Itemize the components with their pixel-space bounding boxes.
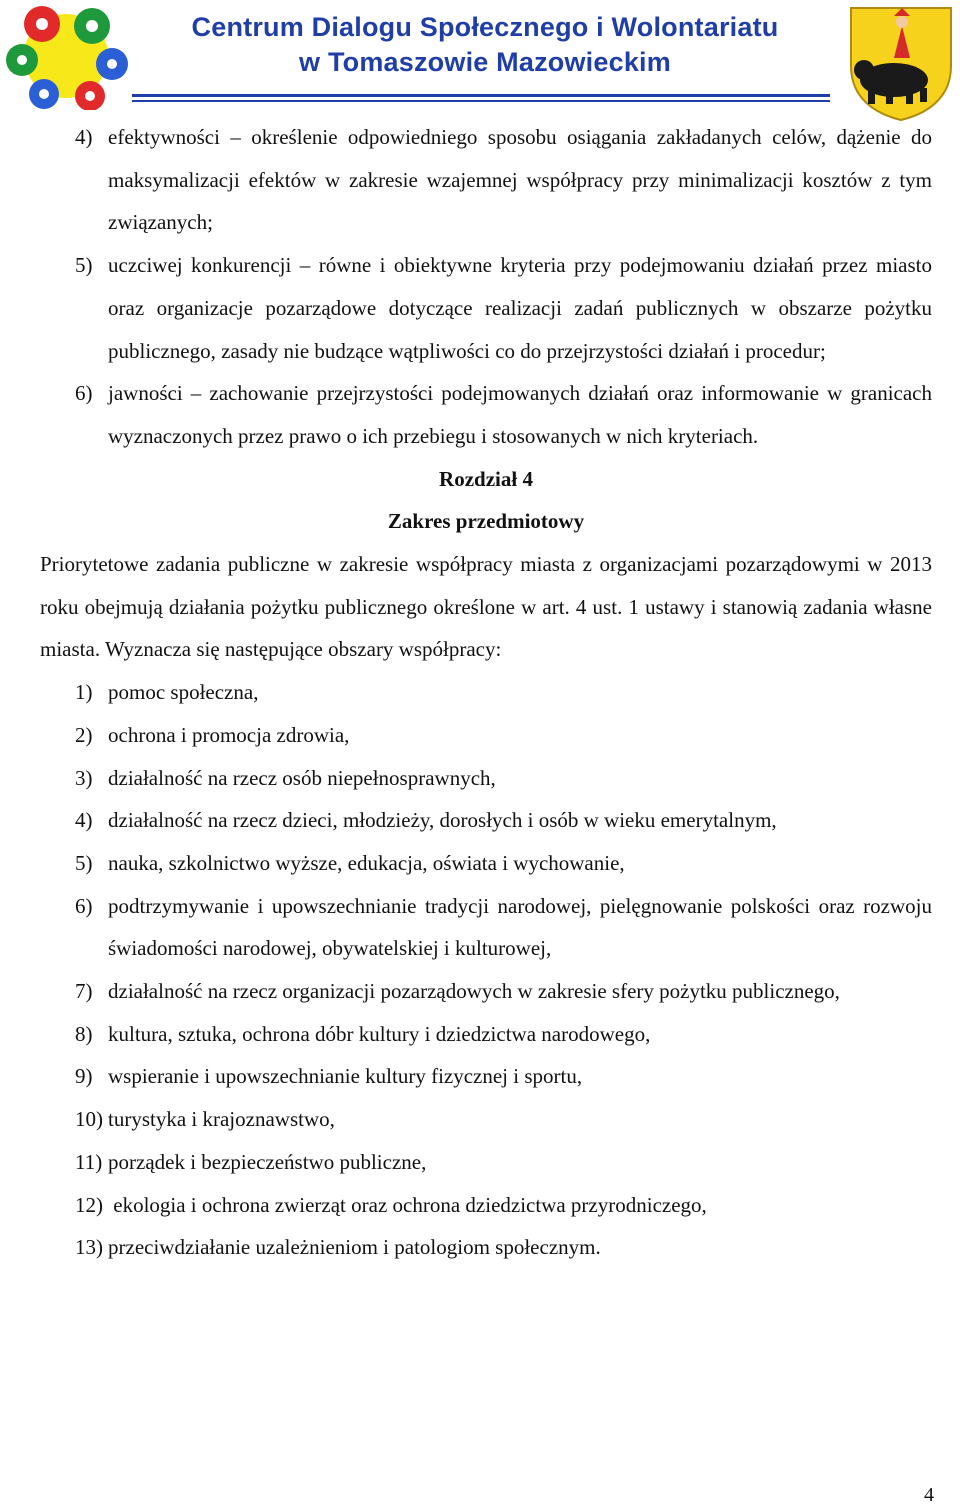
list-item — [40, 714, 932, 757]
list-number: 1) — [75, 680, 93, 705]
list-text: wspieranie i upowszechnianie kultury fizycznej i sportu, — [108, 1064, 583, 1089]
document-body — [40, 116, 932, 1269]
list-text: przeciwdziałanie uzależnieniom i patologiom społecznym. — [108, 1235, 601, 1260]
list-item — [40, 970, 932, 1013]
list-number: 12) — [75, 1192, 103, 1217]
list-text: jawności – zachowanie przejrzystości podejmowanych działań oraz informowanie w granicach wyznaczonych przez prawo o ich przebiegu i stosowanych w nich kryteriach. — [108, 381, 932, 448]
list-number: 6) — [75, 381, 93, 406]
list-number: 11) — [75, 1149, 103, 1174]
list-text: podtrzymywanie i upowszechnianie tradycji narodowej, pielęgnowanie polskości oraz rozwoju świadomości narodowej, obywatelskiej i kulturowej, — [108, 893, 932, 961]
volunteer-centre-logo-icon — [4, 2, 130, 110]
list-text: nauka, szkolnictwo wyższe, edukacja, oświata i wychowanie, — [108, 850, 625, 875]
list-text: pomoc społeczna, — [108, 680, 259, 705]
list-text: ochrona i promocja zdrowia, — [108, 722, 350, 747]
list-item — [40, 671, 932, 714]
list-text: turystyka i krajoznawstwo, — [108, 1107, 335, 1132]
list-item — [40, 757, 932, 800]
list-number: 9) — [75, 1064, 93, 1089]
list-item — [40, 372, 932, 457]
header-title-line1: Centrum Dialogu Społecznego i Wolontariatu — [191, 12, 779, 42]
header-rule — [132, 100, 830, 102]
list-text: działalność na rzecz organizacji pozarządowych w zakresie sfery pożytku publicznego, — [108, 979, 840, 1004]
header-rule — [132, 94, 830, 97]
page-number: 4 — [924, 1484, 934, 1506]
list-number: 2) — [75, 722, 93, 747]
list-number: 8) — [75, 1021, 93, 1046]
list-item — [40, 842, 932, 885]
list-text: działalność na rzecz dzieci, młodzieży, dorosłych i osób w wieku emerytalnym, — [108, 808, 777, 833]
city-crest-icon — [846, 4, 956, 122]
list-number: 3) — [75, 765, 93, 790]
list-number: 5) — [75, 253, 93, 278]
list-text: kultura, sztuka, ochrona dóbr kultury i dziedzictwa narodowego, — [108, 1021, 651, 1046]
list-item — [40, 1141, 932, 1184]
list-item — [40, 116, 932, 244]
list-number: 4) — [75, 808, 93, 833]
page-header — [0, 0, 960, 112]
chapter-number: Rozdział 4 — [439, 466, 533, 491]
list-item — [40, 1184, 932, 1227]
list-text: ekologia i ochrona zwierząt oraz ochrona dziedzictwa przyrodniczego, — [108, 1192, 707, 1217]
list-number: 5) — [75, 850, 93, 875]
list-item — [40, 799, 932, 842]
list-item — [40, 1055, 932, 1098]
chapter-title: Zakres przedmiotowy — [387, 509, 585, 534]
list-item — [40, 1226, 932, 1269]
list-item — [40, 885, 932, 970]
list-item — [40, 244, 932, 372]
list-text: efektywności – określenie odpowiedniego sposobu osiągania zakładanych celów, dążenie do maksymalizacji efektów w zakresie wzajemnej współpracy przy minimalizacji kosztów z tym związanych; — [108, 125, 932, 235]
list-item — [40, 1013, 932, 1056]
list-number: 10) — [75, 1107, 103, 1132]
list-text: porządek i bezpieczeństwo publiczne, — [108, 1149, 427, 1174]
list-text: działalność na rzecz osób niepełnosprawnych, — [108, 765, 496, 790]
list-item — [40, 1098, 932, 1141]
list-number: 6) — [75, 893, 93, 918]
header-title-line2: w Tomaszowie Mazowieckim — [299, 47, 671, 77]
list-text: uczciwej konkurencji – równe i obiektywne kryteria przy podejmowaniu działań przez miasto oraz organizacje pozarządowe dotyczące realizacji zadań publicznych w obszarze pożytku publicznego, zasady nie budzące wątpliwości co do przejrzystości działań i procedur; — [108, 253, 932, 363]
intro-paragraph: Priorytetowe zadania publiczne w zakresie współpracy miasta z organizacjami pozarządowymi w 2013 roku obejmują działania pożytku publicznego określone w art. 4 ust. 1 ustawy i stanowią zadania własne miasta. Wyznacza się następujące obszary współpracy: — [40, 552, 932, 662]
list-number: 4) — [75, 125, 93, 149]
list-number: 7) — [75, 979, 93, 1004]
list-number: 13) — [75, 1235, 103, 1260]
